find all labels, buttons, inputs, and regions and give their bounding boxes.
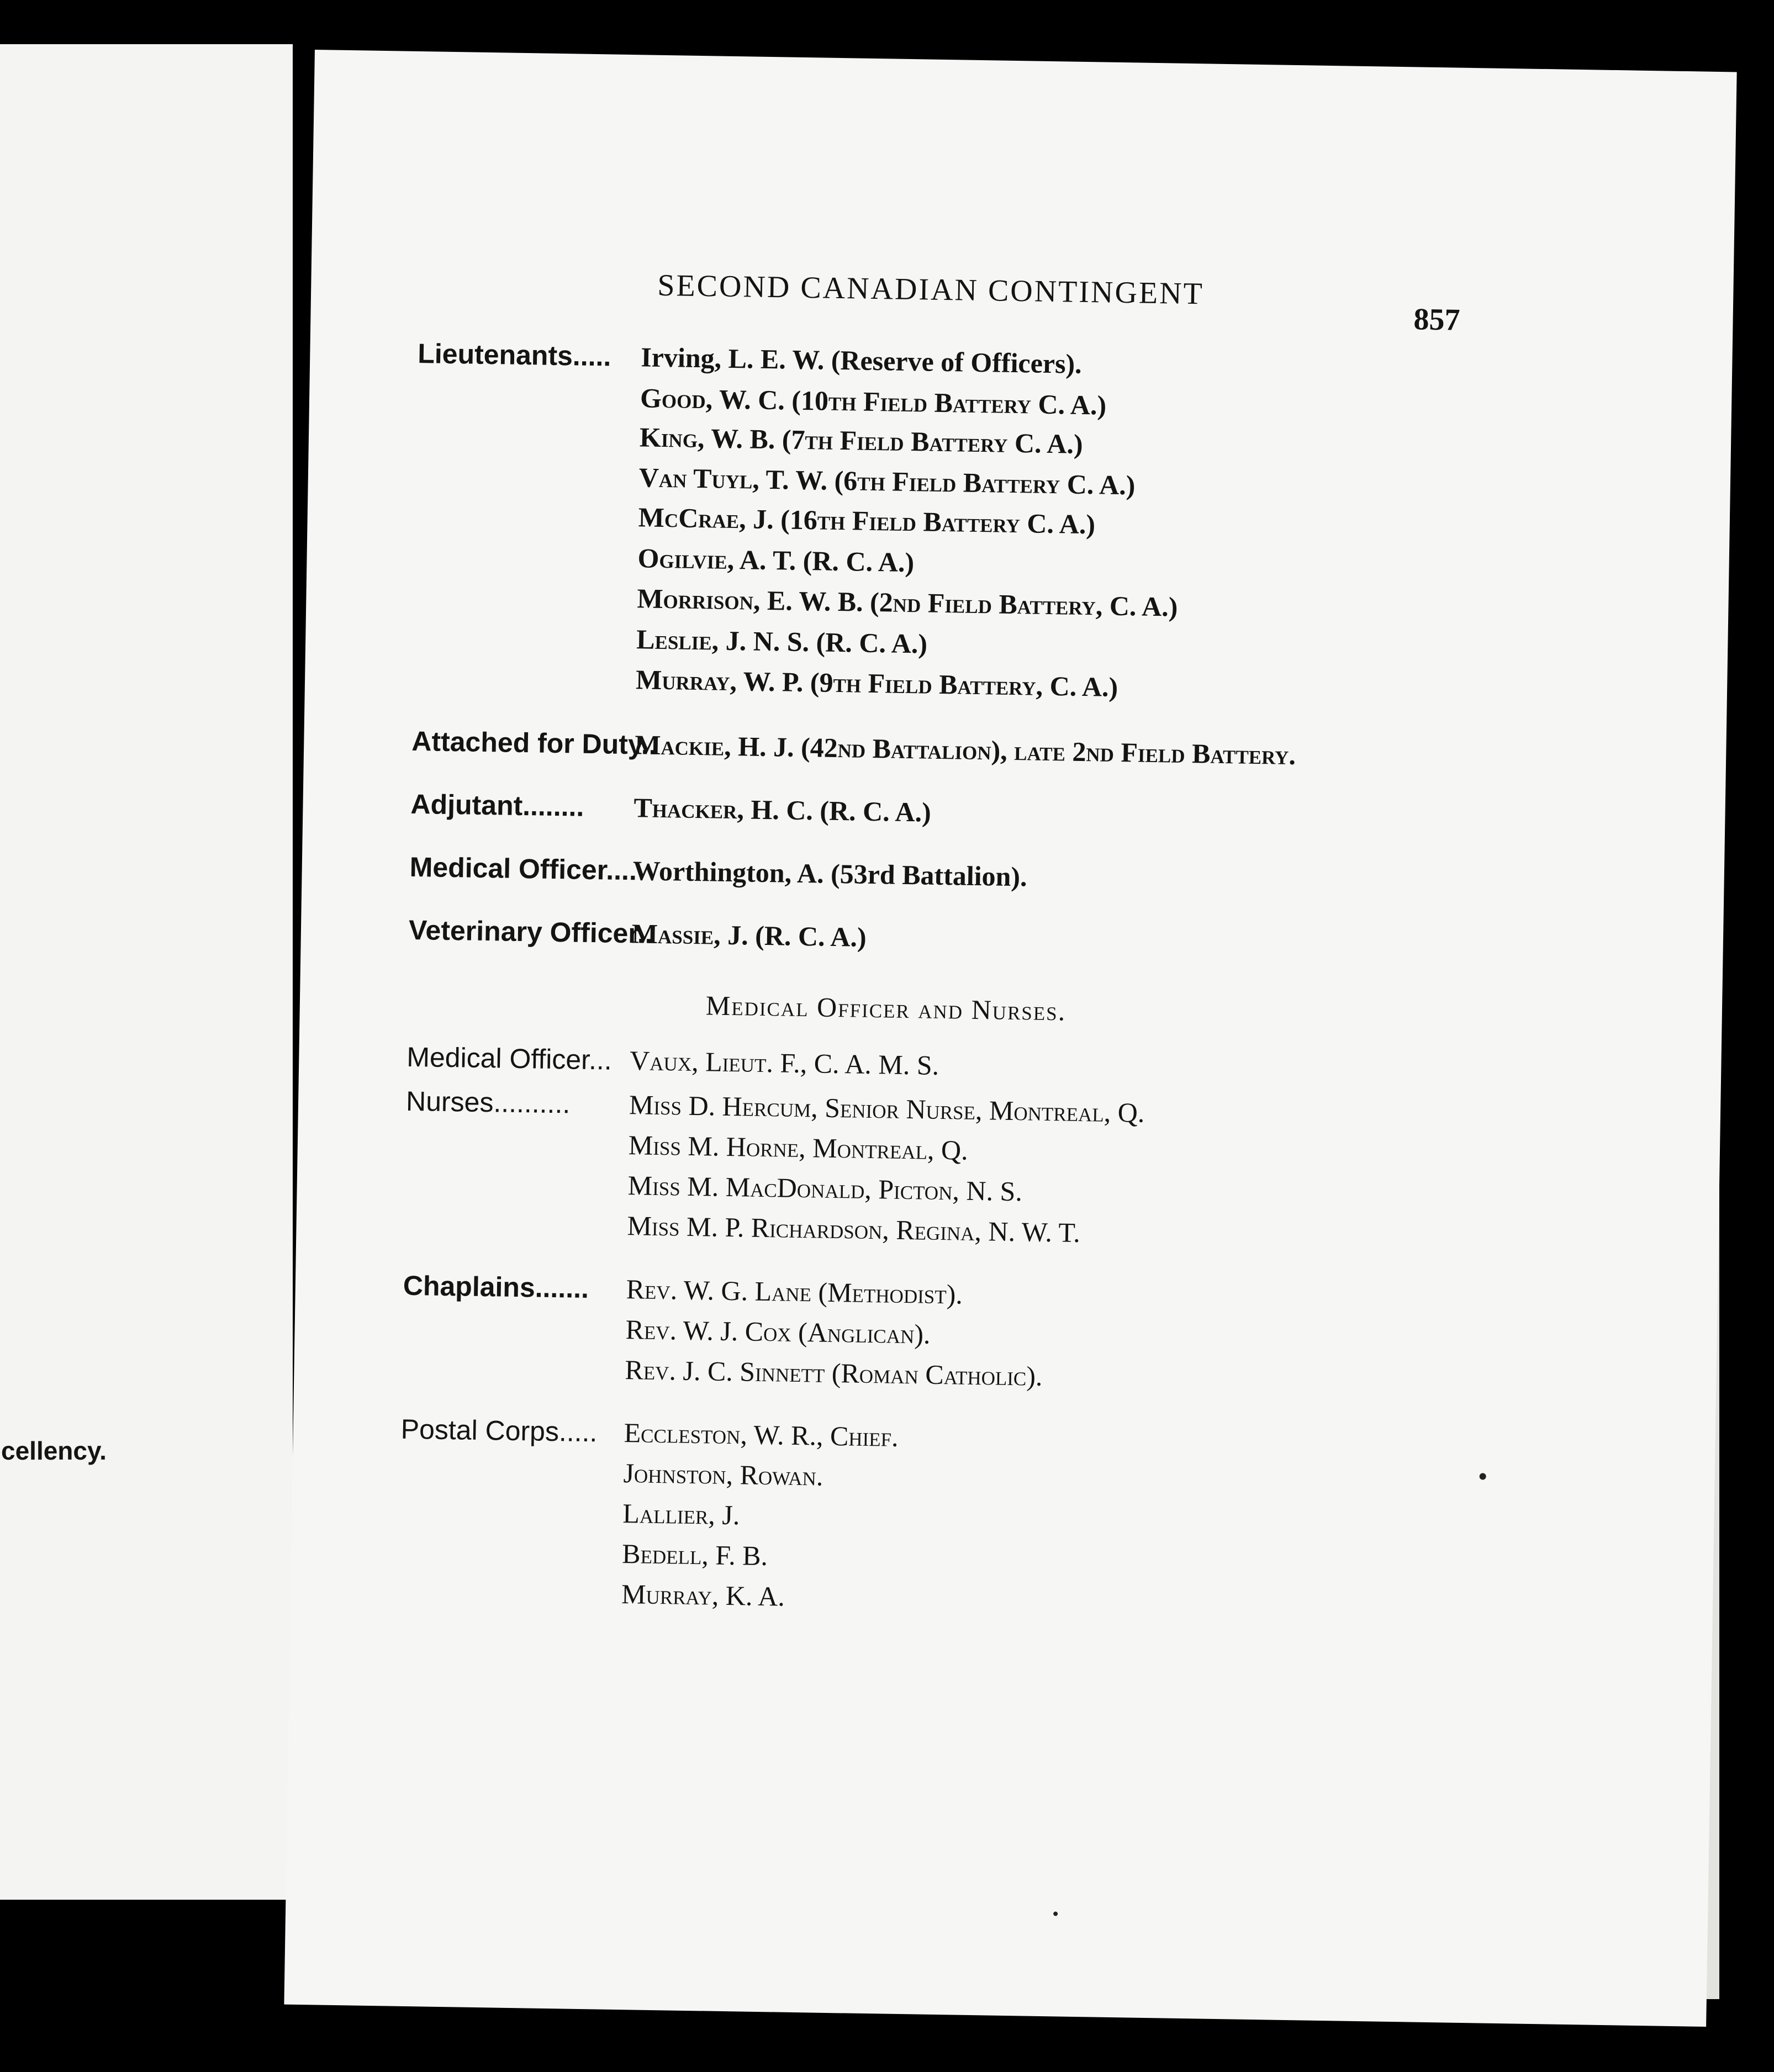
left-page-fragment: cellency.: [1, 1436, 107, 1465]
chaplain-entry: Rev. J. C. Sinnett (Roman Catholic).: [625, 1354, 1043, 1392]
nurse-entry: Miss M. P. Richardson, Regina, N. W. T.: [627, 1210, 1081, 1249]
ink-speck: [1480, 1473, 1486, 1479]
page-number: 857: [1413, 302, 1461, 337]
lieutenants-label: Lieutenants.....: [417, 337, 611, 372]
ink-speck: [1053, 1911, 1058, 1916]
lieutenant-entry: Leslie, J. N. S. (R. C. A.): [636, 623, 928, 659]
medical-officer-label: Medical Officer....: [409, 851, 637, 886]
chaplain-entry: Rev. W. J. Cox (Anglican).: [625, 1314, 931, 1350]
right-page: [284, 50, 1736, 2027]
nurse-entry: Miss M. Horne, Montreal, Q.: [628, 1129, 969, 1166]
nursing-medical-officer-label: Medical Officer...: [406, 1041, 613, 1076]
lieutenant-entry: McCrae, J. (16th Field Battery C. A.): [638, 501, 1096, 540]
postal-corps-entry: Lallier, J.: [622, 1498, 740, 1531]
postal-corps-label: Postal Corps.....: [400, 1413, 598, 1448]
nursing-medical-officer-value: Vaux, Lieut. F., C. A. M. S.: [629, 1045, 939, 1081]
postal-corps-entry: Bedell, F. B.: [621, 1538, 768, 1572]
adjutant-label: Adjutant........: [410, 788, 584, 822]
lieutenant-entry: Ogilvie, A. T. (R. C. A.): [637, 542, 915, 578]
medical-officer-value: Worthington, A. (53rd Battalion).: [632, 855, 1028, 892]
lieutenant-entry: Irving, L. E. W. (Reserve of Officers).: [640, 341, 1083, 379]
postal-corps-entry: Eccleston, W. R., Chief.: [624, 1417, 899, 1452]
attached-label: Attached for Duty..: [411, 725, 657, 760]
lieutenant-entry: Van Tuyl, T. W. (6th Field Battery C. A.): [638, 462, 1136, 501]
chaplains-label: Chaplains.......: [403, 1270, 589, 1304]
postal-corps-entry: Johnston, Rowan.: [623, 1457, 823, 1492]
adjutant-value: Thacker, H. C. (R. C. A.): [633, 792, 932, 828]
postal-corps-entry: Murray, K. A.: [621, 1578, 785, 1612]
lieutenant-entry: Murray, W. P. (9th Field Battery, C. A.): [635, 664, 1118, 702]
veterinary-officer-value: Massie, J. (R. C. A.): [631, 918, 867, 953]
nursing-section-title: Medical Officer and Nurses.: [705, 990, 1066, 1027]
chaplain-entry: Rev. W. G. Lane (Methodist).: [626, 1273, 963, 1310]
left-page: [0, 44, 293, 1900]
lieutenant-entry: Morrison, E. W. B. (2nd Field Battery, C. A.): [637, 583, 1178, 622]
nurse-entry: Miss M. MacDonald, Picton, N. S.: [627, 1170, 1023, 1207]
nurse-entry: Miss D. Hercum, Senior Nurse, Montreal, Q.: [629, 1089, 1145, 1128]
page-header-title: SECOND CANADIAN CONTINGENT: [657, 268, 1205, 311]
lieutenant-entry: King, W. B. (7th Field Battery C. A.): [639, 421, 1084, 459]
lieutenant-entry: Good, W. C. (10th Field Battery C. A.): [640, 382, 1107, 421]
attached-value: Mackie, H. J. (42nd Battalion), late 2nd Field Battery.: [634, 729, 1296, 771]
veterinary-officer-label: Veterinary Officer..: [408, 914, 653, 949]
nurses-label: Nurses..........: [405, 1085, 571, 1119]
